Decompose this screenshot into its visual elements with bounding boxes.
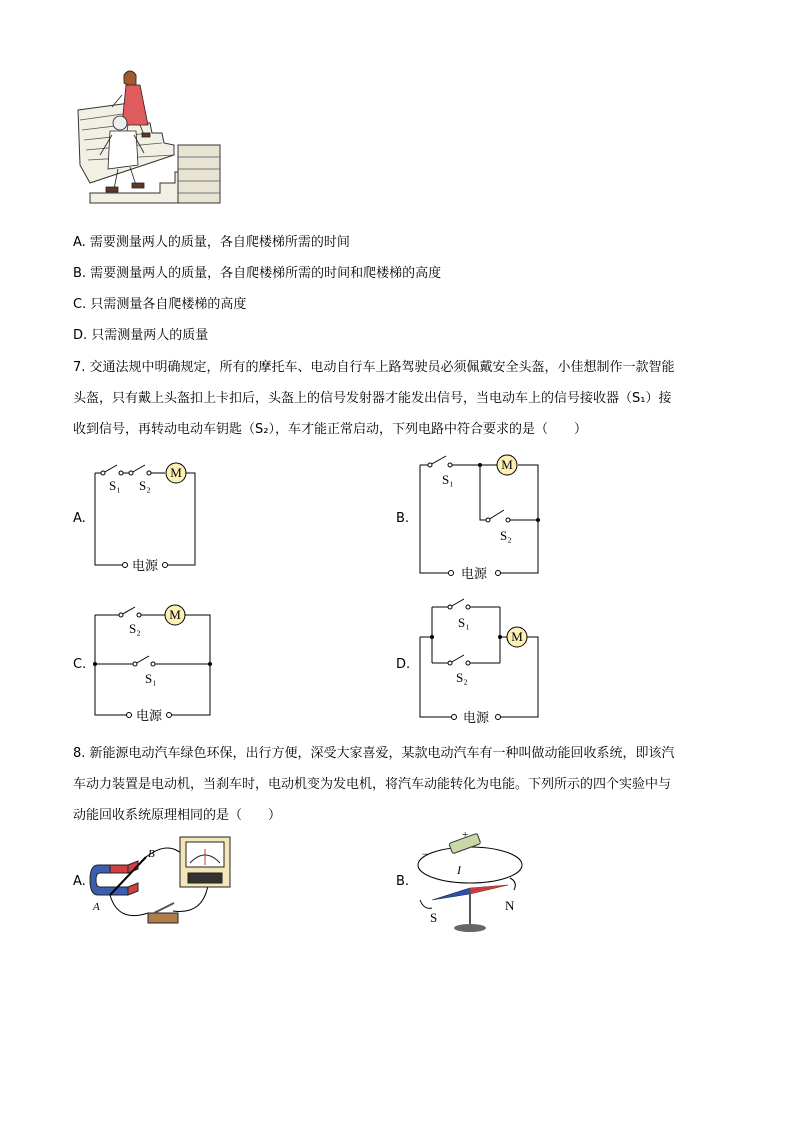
q8-option-a-label: A. [73,874,86,889]
label-b: B [148,848,155,860]
label-a: A [93,901,100,913]
q7-stem-line2: 头盔，只有戴上头盔扣上卡扣后，头盔上的信号发射器才能发出信号，当电动车上的信号接收器（S₁）接 [73,391,672,406]
q7-option-b-label: B. [396,511,410,526]
q7-circuit-a [85,455,215,580]
s1-label: S₁ [109,478,121,493]
s2-label: S₂ [139,478,151,493]
q7-circuit-d [410,597,550,727]
q7-circuit-b [410,450,550,585]
q7-stem-line1: 7. 交通法规中明确规定，所有的摩托车、电动自行车上路驾驶员必须佩戴安全头盔，小佳想制作一款智能 [73,360,675,375]
power-label: 电源 [462,710,490,725]
q8-stem-line2: 车动力装置是电动机，当刹车时，电动机变为发电机，将汽车动能转化为电能。下列所示的四个实验中与 [73,777,672,792]
q7-option-c-label: C. [73,657,87,672]
power-label: 电源 [135,708,163,723]
stairs-illustration [70,65,230,225]
q7-stem-line3: 收到信号，再转动电动车钥匙（S₂），车才能正常启动，下列电路中符合要求的是（ ） [73,422,587,437]
minus-sign: − [422,847,429,861]
s2-label: S₂ [500,528,512,543]
q8-figure-a [88,835,248,935]
q8-stem-line3: 动能回收系统原理相同的是（ ） [73,808,282,823]
north-label: N [505,898,515,913]
q6-option-c: C. 只需测量各自爬楼梯的高度 [73,297,247,312]
q7-circuit-c [85,597,220,725]
q8-option-b-label: B. [396,874,410,889]
q7-option-a-label: A. [73,511,86,526]
south-label: S [430,910,438,925]
s2-label: S₂ [129,621,141,636]
q7-option-d-label: D. [396,657,411,672]
s1-label: S₁ [458,615,470,630]
current-label: I [457,863,461,877]
q6-option-a: A. 需要测量两人的质量，各自爬楼梯所需的时间 [73,235,350,250]
s1-label: S₁ [442,472,454,487]
q6-option-b: B. 需要测量两人的质量，各自爬楼梯所需的时间和爬楼梯的高度 [73,266,442,281]
motor-label: M [511,629,523,644]
power-label: 电源 [460,566,488,581]
motor-label: M [501,457,513,472]
s2-label: S₂ [456,670,468,685]
q8-stem-line1: 8. 新能源电动汽车绿色环保，出行方便，深受大家喜爱，某款电动汽车有一种叫做动能回收系统，即该汽 [73,746,675,761]
q6-option-d: D. 只需测量两人的质量 [73,328,209,343]
plus-sign: + [462,830,469,841]
q8-figure-b [410,830,530,940]
motor-label: M [169,607,181,622]
s1-label: S₁ [145,671,157,686]
motor-label: M [170,465,182,480]
power-label: 电源 [131,558,159,573]
